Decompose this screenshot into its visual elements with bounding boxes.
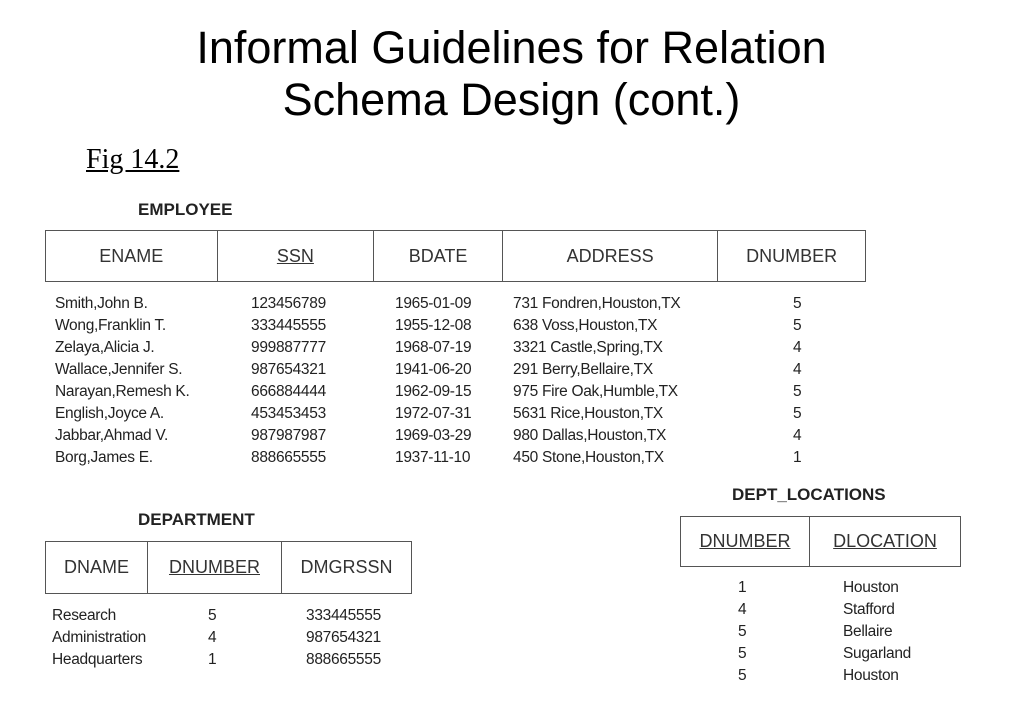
employee-dnumber: 1	[793, 449, 802, 466]
table-row	[0, 643, 1023, 665]
figure-label: Fig 14.2	[86, 144, 180, 175]
dept-locations-dnumber: 5	[738, 623, 747, 640]
employee-dnumber: 4	[793, 427, 802, 444]
employee-dnumber: 5	[793, 317, 802, 334]
table-row	[0, 293, 1023, 315]
department-table-name: DEPARTMENT	[138, 510, 255, 529]
employee-ssn: 999887777	[251, 339, 326, 356]
table-row	[0, 447, 1023, 469]
employee-col-ename: ENAME	[46, 231, 218, 281]
employee-address: 291 Berry,Bellaire,TX	[513, 361, 653, 378]
employee-bdate: 1962-09-15	[395, 383, 472, 400]
slide-title-line-1: Informal Guidelines for Relation	[196, 22, 827, 73]
dept-locations-header-row	[680, 516, 961, 567]
employee-col-bdate: BDATE	[374, 231, 503, 281]
employee-ename: Smith,John B.	[55, 295, 148, 312]
employee-dnumber: 5	[793, 295, 802, 312]
table-row	[0, 359, 1023, 381]
employee-ssn: 333445555	[251, 317, 326, 334]
dept-locations-dnumber: 1	[738, 579, 747, 596]
employee-address: 5631 Rice,Houston,TX	[513, 405, 663, 422]
employee-ssn: 453453453	[251, 405, 326, 422]
employee-address: 731 Fondren,Houston,TX	[513, 295, 681, 312]
employee-bdate: 1968-07-19	[395, 339, 472, 356]
table-row	[0, 315, 1023, 337]
dept-locations-dlocation: Houston	[843, 579, 899, 596]
table-row	[0, 425, 1023, 447]
employee-dnumber: 4	[793, 361, 802, 378]
employee-ename: Borg,James E.	[55, 449, 153, 466]
employee-bdate: 1969-03-29	[395, 427, 472, 444]
employee-ename: English,Joyce A.	[55, 405, 164, 422]
table-row	[0, 577, 1023, 599]
employee-ssn: 123456789	[251, 295, 326, 312]
employee-ssn: 888665555	[251, 449, 326, 466]
dept-locations-dnumber: 5	[738, 645, 747, 662]
dept-locations-dnumber: 4	[738, 601, 747, 618]
table-row	[0, 337, 1023, 359]
dept-locations-dnumber: 5	[738, 667, 747, 684]
employee-bdate: 1965-01-09	[395, 295, 472, 312]
employee-col-dnumber: DNUMBER	[746, 245, 838, 266]
employee-address: 3321 Castle,Spring,TX	[513, 339, 663, 356]
employee-address: 975 Fire Oak,Humble,TX	[513, 383, 678, 400]
dept-locations-dlocation: Bellaire	[843, 623, 893, 640]
employee-ssn: 666884444	[251, 383, 326, 400]
employee-ename: Wallace,Jennifer S.	[55, 361, 183, 378]
slide-title	[0, 22, 1023, 126]
table-row	[0, 599, 1023, 621]
department-dnumber: 1	[208, 651, 217, 668]
employee-ssn: 987654321	[251, 361, 326, 378]
department-dmgrssn: 888665555	[306, 651, 381, 668]
employee-address: 980 Dallas,Houston,TX	[513, 427, 667, 444]
table-row	[0, 665, 1023, 687]
employee-address: 450 Stone,Houston,TX	[513, 449, 664, 466]
employee-dnumber: 5	[793, 405, 802, 422]
department-dname: Research	[52, 607, 116, 624]
employee-bdate: 1972-07-31	[395, 405, 472, 422]
department-dnumber: 5	[208, 607, 217, 624]
employee-bdate: 1941-06-20	[395, 361, 472, 378]
department-dmgrssn: 333445555	[306, 607, 381, 624]
employee-col-ssn: SSN	[218, 231, 375, 281]
dept-locations-col-dlocation: DLOCATION	[833, 531, 937, 551]
department-col-dnumber: DNUMBER	[148, 542, 282, 593]
dept-locations-dlocation: Stafford	[843, 601, 895, 618]
employee-bdate: 1955-12-08	[395, 317, 472, 334]
employee-header-row	[45, 230, 866, 282]
employee-dnumber: 4	[793, 339, 802, 356]
dept-locations-col-dnumber: DNUMBER	[681, 517, 810, 566]
employee-ename: Zelaya,Alicia J.	[55, 339, 155, 356]
department-dmgrssn: 987654321	[306, 629, 381, 646]
employee-ename: Wong,Franklin T.	[55, 317, 166, 334]
slide-title-line-2: Schema Design (cont.)	[282, 74, 741, 125]
employee-address: 638 Voss,Houston,TX	[513, 317, 658, 334]
employee-rows	[0, 293, 1023, 469]
dept-locations-dlocation: Sugarland	[843, 645, 911, 662]
employee-bdate: 1937-11-10	[395, 449, 471, 466]
department-dname: Administration	[52, 629, 147, 646]
table-row	[0, 381, 1023, 403]
department-col-dmgrssn: DMGRSSN	[300, 557, 393, 577]
employee-table-name: EMPLOYEE	[138, 200, 233, 219]
department-col-dname: DNAME	[46, 542, 148, 593]
department-dnumber: 4	[208, 629, 217, 646]
table-row	[0, 621, 1023, 643]
employee-col-address: ADDRESS	[503, 231, 718, 281]
employee-ename: Narayan,Remesh K.	[55, 383, 190, 400]
employee-dnumber: 5	[793, 383, 802, 400]
dept-locations-table-name: DEPT_LOCATIONS	[732, 485, 886, 504]
dept-locations-dlocation: Houston	[843, 667, 899, 684]
employee-ssn: 987987987	[251, 427, 326, 444]
department-dname: Headquarters	[52, 651, 143, 668]
employee-ename: Jabbar,Ahmad V.	[55, 427, 168, 444]
dept-locations-rows	[0, 577, 1023, 687]
table-row	[0, 403, 1023, 425]
